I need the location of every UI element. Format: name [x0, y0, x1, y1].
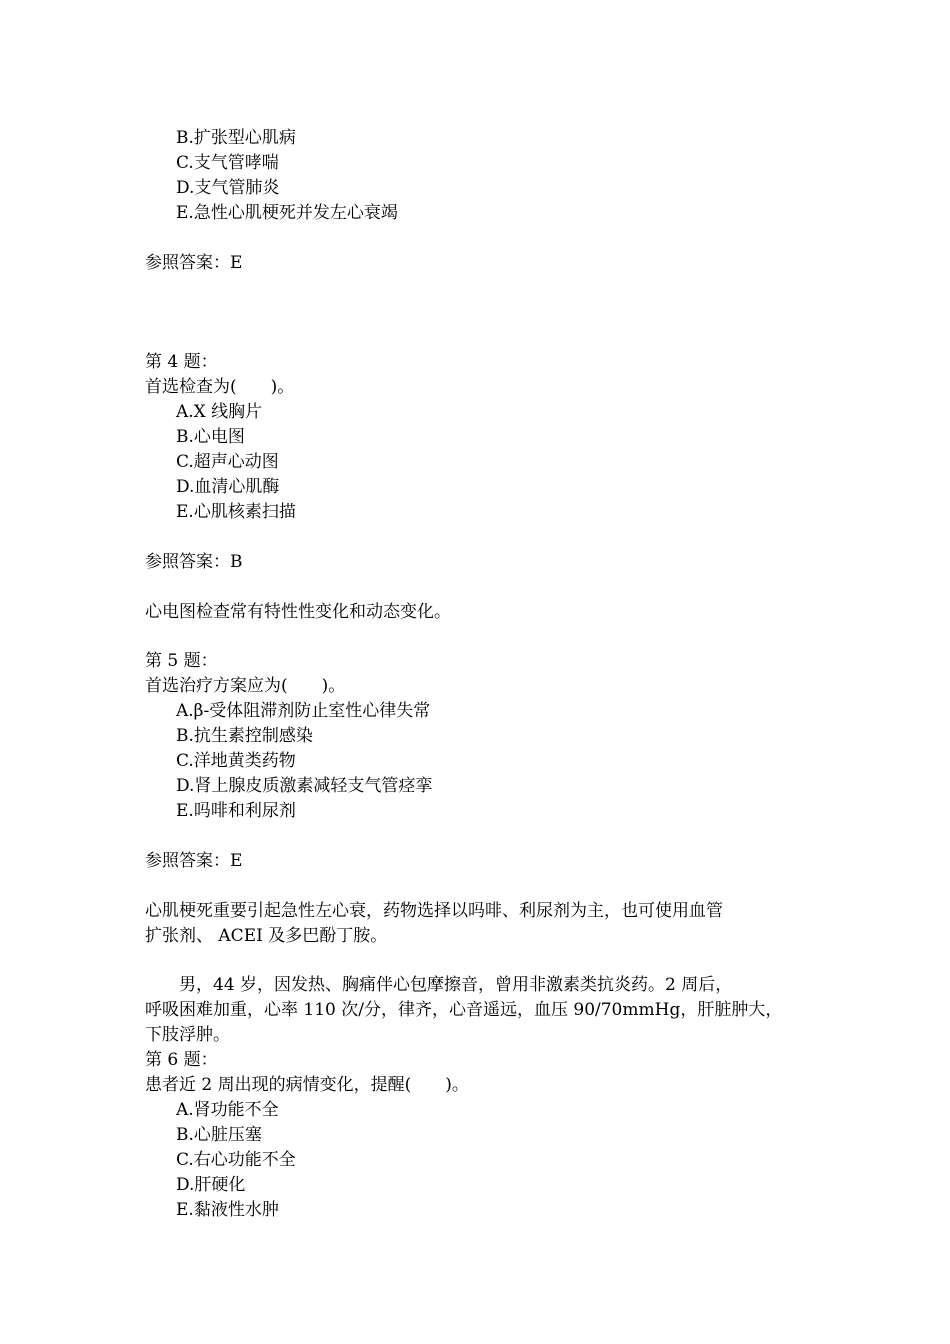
case-line-2: 呼吸困难加重，心率 110 次/分，律齐，心音遥远，血压 90/70mmHg，肝脏肿大，: [145, 1000, 783, 1020]
q5-number: 第 5 题：: [145, 651, 218, 671]
q5-explanation-line-1: 心肌梗死重要引起急性左心衰，药物选择以吗啡、利尿剂为主，也可使用血管: [145, 901, 723, 921]
q4-option-a: A.X 线胸片: [176, 402, 263, 422]
q5-option-b: B.抗生素控制感染: [176, 726, 313, 746]
q5-option-d: D.肾上腺皮质激素减轻支气管痉挛: [176, 776, 433, 796]
q6-stem: 患者近 2 周出现的病情变化，提醒( )。: [145, 1075, 469, 1095]
q6-option-e: E.黏液性水肿: [176, 1200, 279, 1220]
q3-answer: 参照答案：E: [145, 253, 243, 273]
q6-option-b: B.心脏压塞: [176, 1125, 262, 1145]
q3-option-c: C.支气管哮喘: [176, 153, 279, 173]
q3-option-e: E.急性心肌梗死并发左心衰竭: [176, 203, 398, 223]
q4-option-e: E.心肌核素扫描: [176, 502, 296, 522]
q6-number: 第 6 题：: [145, 1050, 218, 1070]
q4-option-c: C.超声心动图: [176, 452, 279, 472]
q5-option-c: C.洋地黄类药物: [176, 751, 296, 771]
q5-option-a: A.β-受体阻滞剂防止室性心律失常: [176, 701, 431, 721]
q6-option-d: D.肝硬化: [176, 1175, 246, 1195]
q4-stem: 首选检查为( )。: [145, 377, 295, 397]
q5-answer: 参照答案：E: [145, 851, 243, 871]
q6-option-a: A.肾功能不全: [176, 1100, 279, 1120]
q5-explanation-line-2: 扩张剂、 ACEI 及多巴酚丁胺。: [145, 926, 388, 946]
q4-option-b: B.心电图: [176, 427, 245, 447]
q5-stem: 首选治疗方案应为( )。: [145, 676, 346, 696]
q4-option-d: D.血清心肌酶: [176, 477, 280, 497]
q6-option-c: C.右心功能不全: [176, 1150, 296, 1170]
q4-number: 第 4 题：: [145, 352, 218, 372]
q5-option-e: E.吗啡和利尿剂: [176, 801, 296, 821]
case-line-3: 下肢浮肿。: [145, 1025, 230, 1045]
case-line-1: 男，44 岁，因发热、胸痛伴心包摩擦音，曾用非激素类抗炎药。2 周后，: [145, 975, 733, 995]
q4-explanation: 心电图检查常有特性性变化和动态变化。: [145, 602, 451, 622]
q3-option-b: B.扩张型心肌病: [176, 128, 296, 148]
q3-option-d: D.支气管肺炎: [176, 178, 280, 198]
q4-answer: 参照答案：B: [145, 552, 243, 572]
